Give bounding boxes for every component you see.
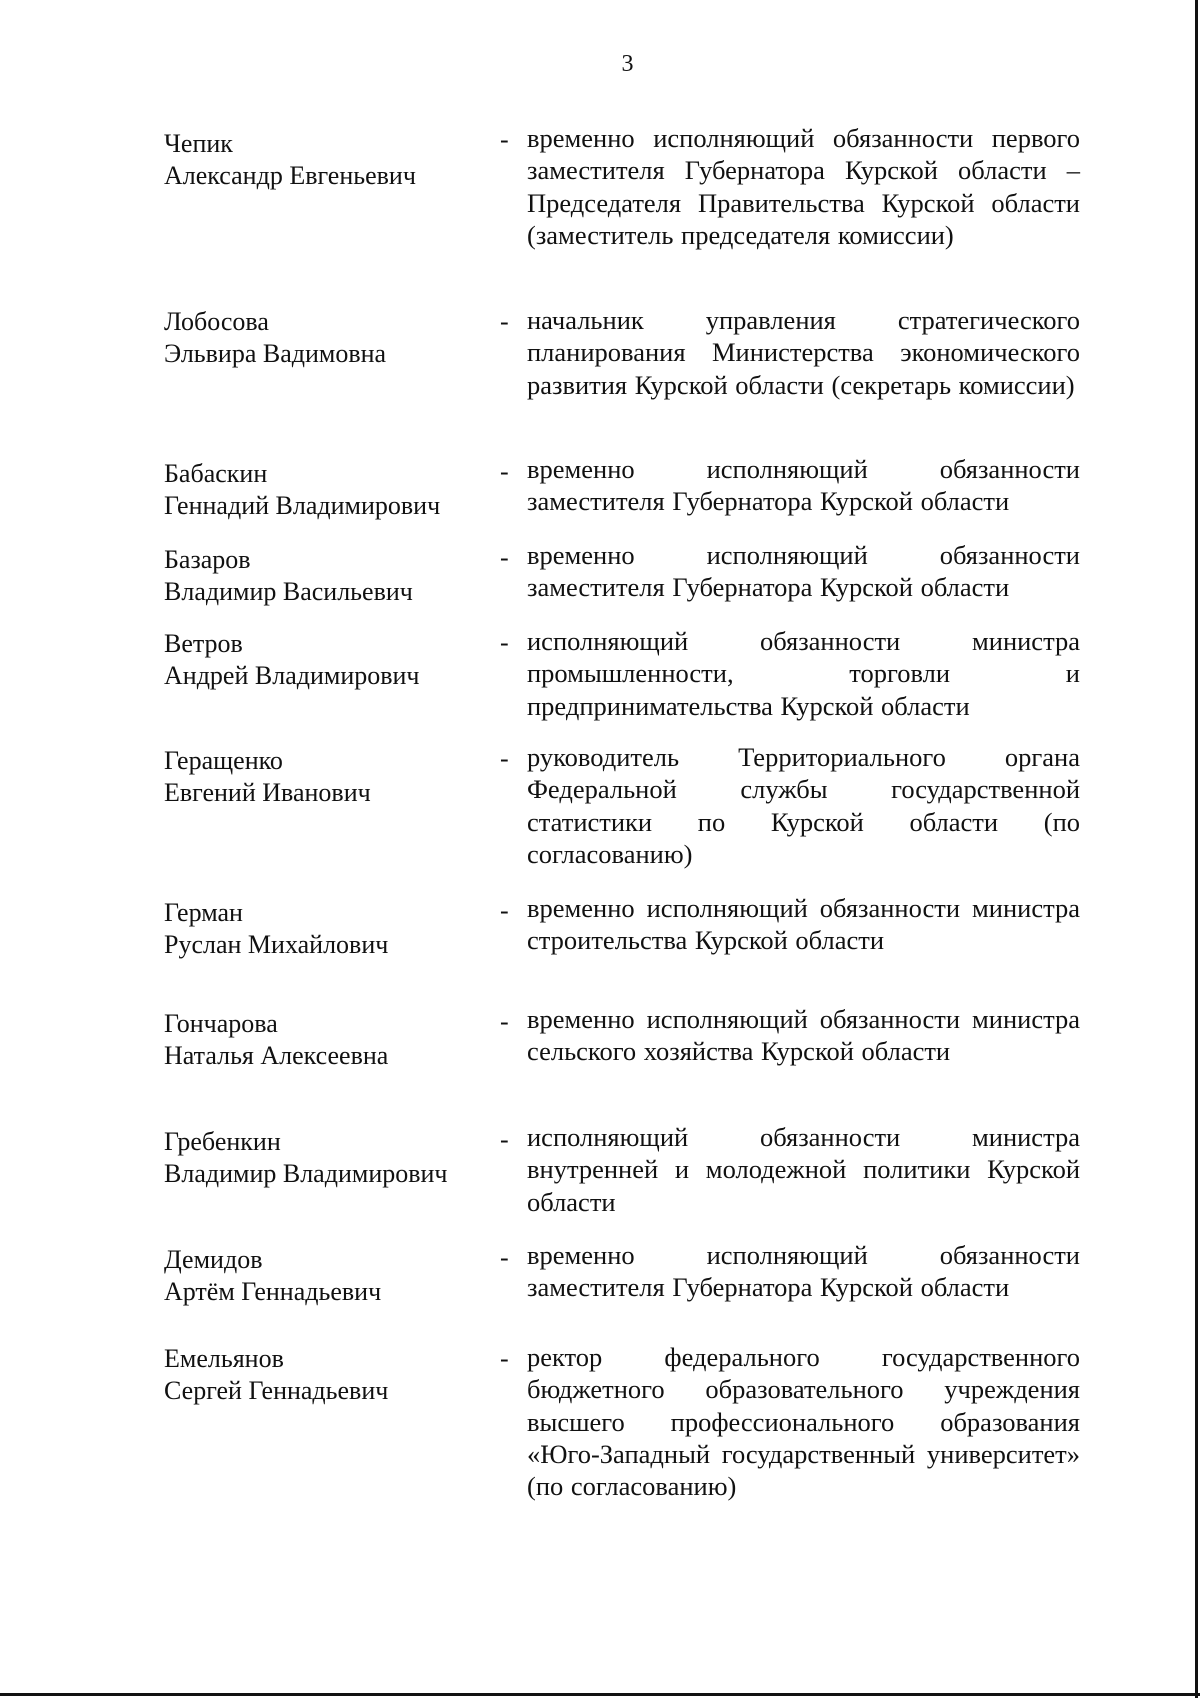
member-position: временно исполняющий обязанности первого заместителя Губернатора Курской области – Председателя Правительства Курской области (заместитель председателя комиссии) xyxy=(527,123,1080,250)
member-name xyxy=(164,128,494,192)
member-given-names: Сергей Геннадьевич xyxy=(164,1376,389,1405)
member-surname: Лобосова xyxy=(164,307,269,336)
member-given-names: Владимир Владимирович xyxy=(164,1159,448,1188)
page-edge-right xyxy=(1195,0,1198,1698)
page-edge-bottom xyxy=(0,1693,1200,1696)
member-surname: Чепик xyxy=(164,129,233,158)
member-position: руководитель Территориального органа Федеральной службы государственной статистики по Курской области (по согласованию) xyxy=(527,742,1080,869)
member-given-names: Наталья Алексеевна xyxy=(164,1041,389,1070)
member-given-names: Руслан Михайлович xyxy=(164,930,389,959)
member-name xyxy=(164,306,494,370)
member-dash: - xyxy=(500,1344,509,1373)
member-name xyxy=(164,544,494,608)
member-surname: Ветров xyxy=(164,629,243,658)
member-dash: - xyxy=(500,1243,509,1272)
member-position: начальник управления стратегического планирования Министерства экономического развития Курской области (секретарь комиссии) xyxy=(527,305,1080,400)
member-name xyxy=(164,628,494,692)
member-given-names: Геннадий Владимирович xyxy=(164,491,441,520)
member-name xyxy=(164,458,494,522)
member-position: временно исполняющий обязанности заместителя Губернатора Курской области xyxy=(527,540,1080,603)
member-position: временно исполняющий обязанности заместителя Губернатора Курской области xyxy=(527,454,1080,517)
member-surname: Гребенкин xyxy=(164,1127,281,1156)
member-dash: - xyxy=(500,457,509,486)
member-surname: Гончарова xyxy=(164,1009,278,1038)
page-number: 3 xyxy=(621,51,634,77)
member-dash: - xyxy=(500,628,509,657)
member-position: ректор федерального государственного бюджетного образовательного учреждения высшего профессионального образования «Юго-Западный государственный университет» (по согласованию) xyxy=(527,1342,1080,1502)
member-name xyxy=(164,1343,494,1407)
member-dash: - xyxy=(500,1007,509,1036)
member-name xyxy=(164,897,494,961)
member-given-names: Евгений Иванович xyxy=(164,778,371,807)
member-surname: Базаров xyxy=(164,545,251,574)
member-given-names: Эльвира Вадимовна xyxy=(164,339,387,368)
member-dash: - xyxy=(500,744,509,773)
member-dash: - xyxy=(500,307,509,336)
member-surname: Герман xyxy=(164,898,243,927)
member-surname: Бабаскин xyxy=(164,459,268,488)
member-name xyxy=(164,745,494,809)
member-surname: Емельянов xyxy=(164,1344,284,1373)
member-name xyxy=(164,1126,494,1190)
member-dash: - xyxy=(500,125,509,154)
member-dash: - xyxy=(500,543,509,572)
member-surname: Демидов xyxy=(164,1245,263,1274)
member-dash: - xyxy=(500,896,509,925)
member-position: временно исполняющий обязанности министра строительства Курской области xyxy=(527,893,1080,956)
member-dash: - xyxy=(500,1125,509,1154)
member-position: временно исполняющий обязанности заместителя Губернатора Курской области xyxy=(527,1240,1080,1303)
member-given-names: Артём Геннадьевич xyxy=(164,1277,382,1306)
member-given-names: Андрей Владимирович xyxy=(164,661,420,690)
member-surname: Геращенко xyxy=(164,746,283,775)
member-given-names: Владимир Васильевич xyxy=(164,577,413,606)
member-given-names: Александр Евгеньевич xyxy=(164,161,416,190)
member-name xyxy=(164,1244,494,1308)
member-position: исполняющий обязанности министра внутренней и молодежной политики Курской области xyxy=(527,1122,1080,1217)
member-position: исполняющий обязанности министра промышленности, торговли и предпринимательства Курской области xyxy=(527,626,1080,721)
member-position: временно исполняющий обязанности министра сельского хозяйства Курской области xyxy=(527,1004,1080,1067)
member-name xyxy=(164,1008,494,1072)
